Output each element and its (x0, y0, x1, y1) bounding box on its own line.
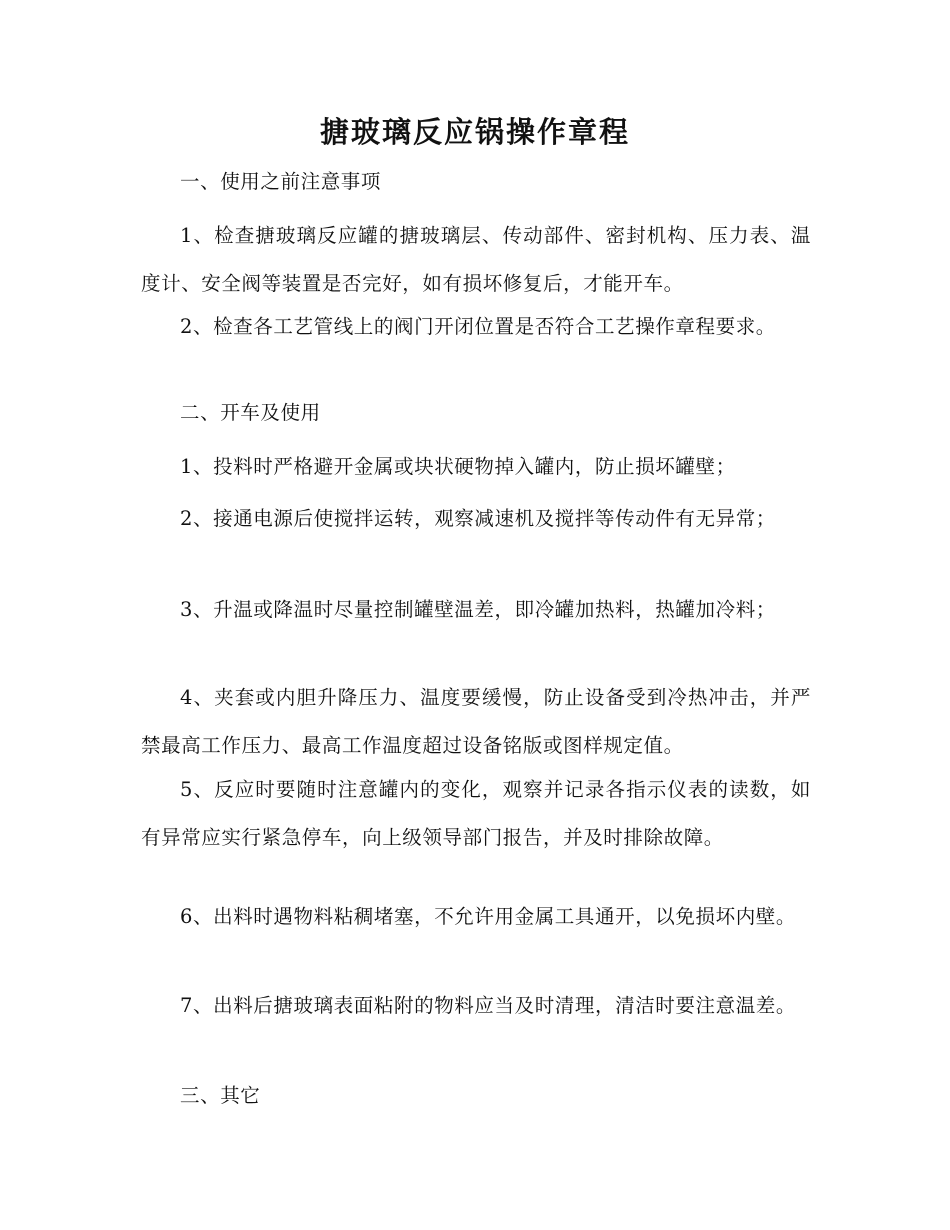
document-title: 搪玻璃反应锅操作章程 (319, 115, 630, 149)
section-2-item-4: 4、夹套或内胆升降压力、温度要缓慢，防止设备受到冷热冲击，并严禁最高工作压力、最高工作温度超过设备铭版或图样规定值。 (141, 686, 811, 757)
section-heading-3: 三、其它 (180, 1084, 261, 1107)
section-2-item-7: 7、出料后搪玻璃表面粘附的物料应当及时清理，清洁时要注意温差。 (180, 994, 797, 1017)
section-2-item-2: 2、接通电源后使搅拌运转，观察减速机及搅拌等传动件有无异常； (180, 507, 776, 530)
section-1-item-1: 1、检查搪玻璃反应罐的搪玻璃层、传动部件、密封机构、压力表、温度计、安全阀等装置是否完好，如有损坏修复后，才能开车。 (141, 224, 811, 295)
section-heading-2: 二、开车及使用 (180, 401, 321, 424)
section-2-item-1: 1、投料时严格避开金属或块状硬物掉入罐内，防止损坏罐壁； (180, 455, 736, 478)
section-1-item-2: 2、检查各工艺管线上的阀门开闭位置是否符合工艺操作章程要求。 (180, 315, 776, 338)
section-2-item-5: 5、反应时要随时注意罐内的变化，观察并记录各指示仪表的读数，如有异常应实行紧急停车，向上级领导部门报告，并及时排除故障。 (141, 778, 811, 849)
section-heading-1: 一、使用之前注意事项 (180, 170, 382, 193)
section-2-item-6: 6、出料时遇物料粘稠堵塞，不允许用金属工具通开，以免损坏内壁。 (180, 905, 797, 928)
section-2-item-3: 3、升温或降温时尽量控制罐壁温差，即冷罐加热料，热罐加冷料； (180, 598, 776, 621)
